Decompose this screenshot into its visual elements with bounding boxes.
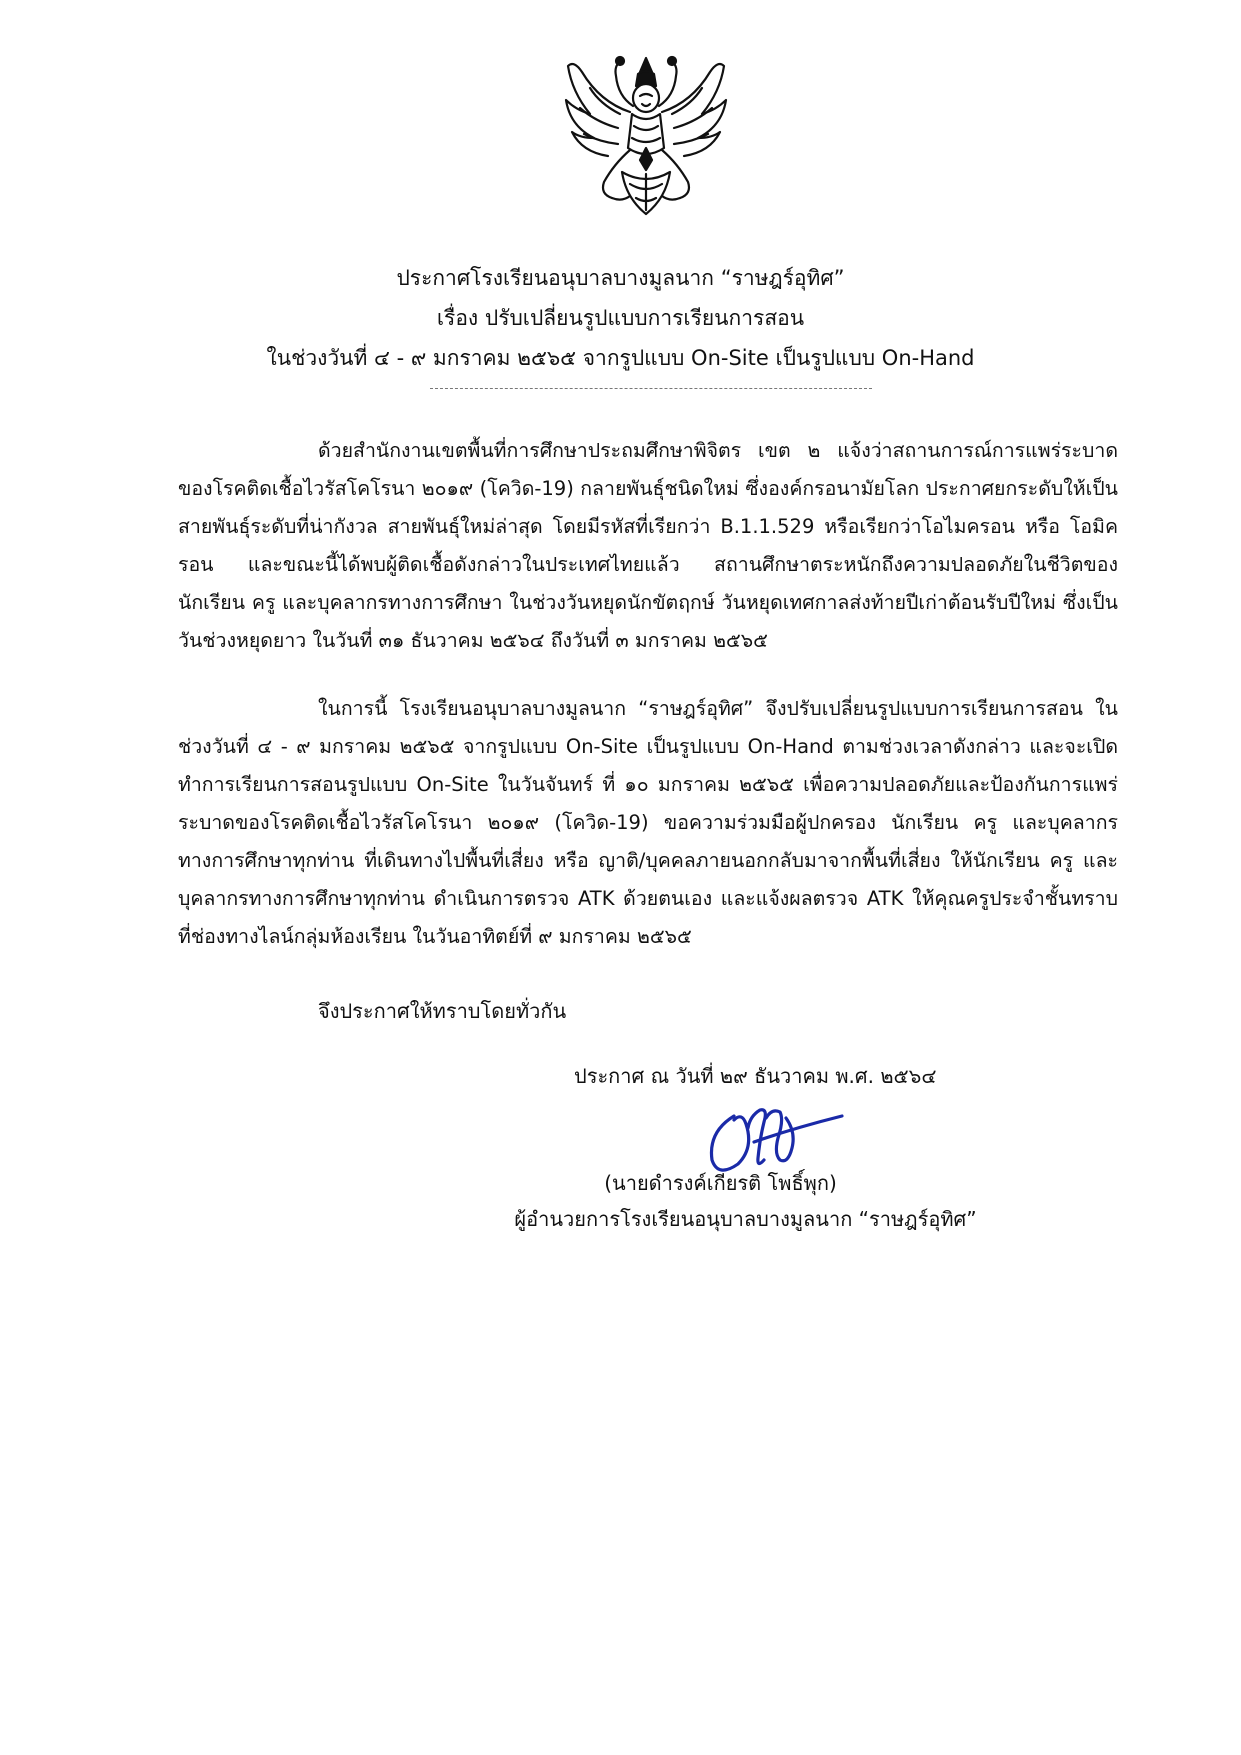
announcement-header <box>0 258 1241 378</box>
body-paragraph-2: ในการนี้ โรงเรียนอนุบาลบางมูลนาก “ราษฎร์อุทิศ” จึงปรับเปลี่ยนรูปแบบการเรียนการสอน ในช่วงวันที่ ๔ - ๙ มกราคม ๒๕๖๕ จากรูปแบบ On-Site เป็นรูปแบบ On-Hand ตามช่วงเวลาดังกล่าว และจะเปิดทำการเรียนการสอนรูปแบบ On-Site ในวันจันทร์ ที่ ๑๐ มกราคม ๒๕๖๕ เพื่อความปลอดภัยและป้องกันการแพร่ระบาดของโรคติดเชื้อไวรัสโคโรนา ๒๐๑๙ (โควิด-19) ขอความร่วมมือผู้ปกครอง นักเรียน ครู และบุคลากรทางการศึกษาทุกท่าน ที่เดินทางไปพื้นที่เสี่ยง หรือ ญาติ/บุคคลภายนอกกลับมาจากพื้นที่เสี่ยง ให้นักเรียน ครู และบุคลากรทางการศึกษาทุกท่าน ดำเนินการตรวจ ATK ด้วยตนเอง และแจ้งผลตรวจ ATK ให้คุณครูประจำชั้นทราบ ที่ช่องทางไลน์กลุ่มห้องเรียน ในวันอาทิตย์ที่ ๙ มกราคม ๒๕๖๕ <box>178 697 1118 948</box>
announcement-body <box>178 432 1118 986</box>
announcement-date: ประกาศ ณ วันที่ ๒๙ ธันวาคม พ.ศ. ๒๕๖๔ <box>574 1064 937 1088</box>
announcement-title: ประกาศโรงเรียนอนุบาลบางมูลนาก “ราษฎร์อุทิศ” <box>396 266 845 290</box>
garuda-emblem-icon <box>560 52 732 220</box>
signer-block <box>0 1165 1241 1237</box>
announcement-subject: เรื่อง ปรับเปลี่ยนรูปแบบการเรียนการสอน <box>436 306 805 330</box>
signer-position: ผู้อำนวยการโรงเรียนอนุบาลบางมูลนาก “ราษฎร์อุทิศ” <box>514 1207 977 1231</box>
closing-statement: จึงประกาศให้ทราบโดยทั่วกัน <box>318 999 567 1023</box>
signer-name: (นายดำรงค์เกียรติ โพธิ์พุก) <box>604 1171 837 1195</box>
header-divider <box>430 388 872 389</box>
body-paragraph-1: ด้วยสำนักงานเขตพื้นที่การศึกษาประถมศึกษาพิจิตร เขต ๒ แจ้งว่าสถานการณ์การแพร่ระบาดของโรคติดเชื้อไวรัสโคโรนา ๒๐๑๙ (โควิด-19) กลายพันธุ์ชนิดใหม่ ซึ่งองค์กรอนามัยโลก ประกาศยกระดับให้เป็นสายพันธุ์ระดับที่น่ากังวล สายพันธุ์ใหม่ล่าสุด โดยมีรหัสที่เรียกว่า B.1.1.529 หรือเรียกว่าโอไมครอน หรือ โอมิครอน และขณะนี้ได้พบผู้ติดเชื้อดังกล่าวในประเทศไทยแล้ว สถานศึกษาตระหนักถึงความปลอดภัยในชีวิตของนักเรียน ครู และบุคลากรทางการศึกษา ในช่วงวันหยุดนักขัตฤกษ์ วันหยุดเทศกาลส่งท้ายปีเก่าต้อนรับปีใหม่ ซึ่งเป็นวันช่วงหยุดยาว ในวันที่ ๓๑ ธันวาคม ๒๕๖๔ ถึงวันที่ ๓ มกราคม ๒๕๖๕ <box>178 439 1118 652</box>
announcement-period: ในช่วงวันที่ ๔ - ๙ มกราคม ๒๕๖๕ จากรูปแบบ On-Site เป็นรูปแบบ On-Hand <box>266 346 975 370</box>
